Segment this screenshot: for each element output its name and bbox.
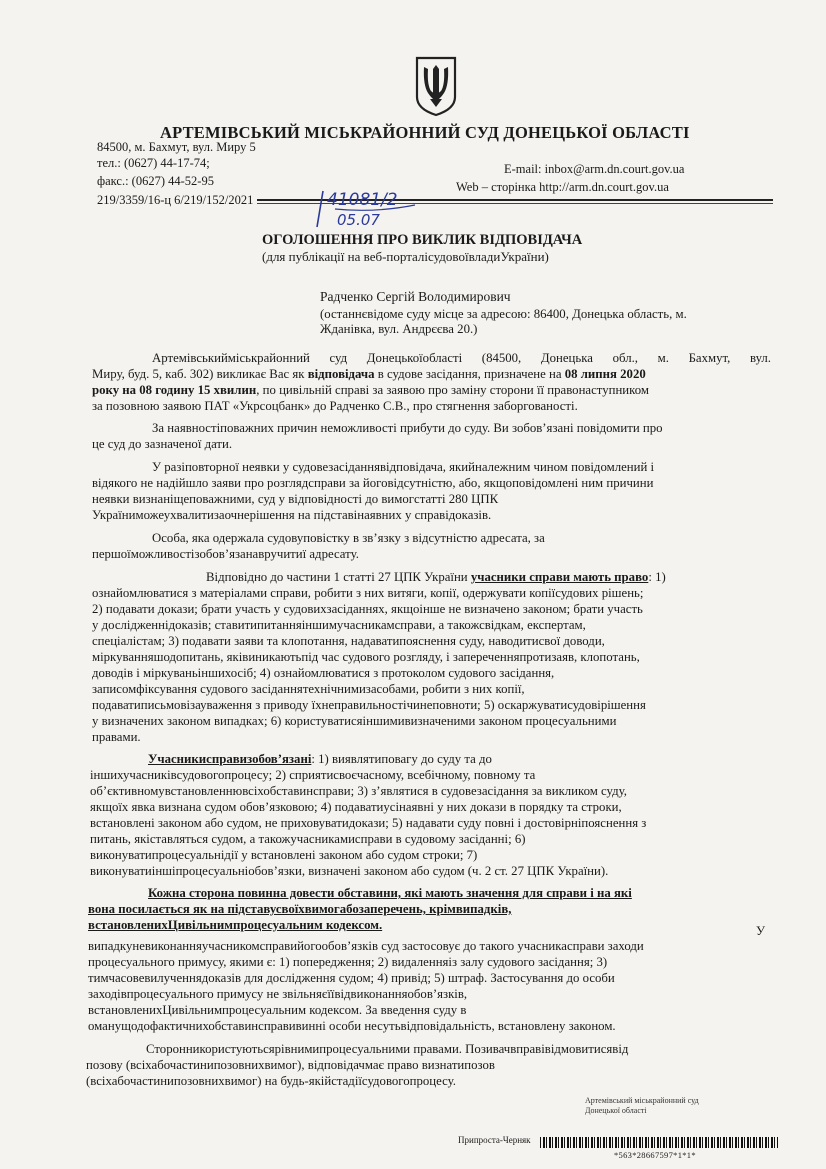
handwritten-registration-mark (315, 185, 425, 230)
p6-line-4: якщоїх явка визнана судом обов’язковою; 4) подаватиусінаявні у них докази в порядку та строки, (90, 800, 622, 814)
p1-role: відповідача (307, 367, 375, 381)
p3-line-2: відякого не надійшло заяви про розглядсправи за йоговідсутністю, або, якщоповідомлені ним причини (92, 476, 654, 490)
p7-line-1: Кожна сторона повинна довести обставини, які мають значення для справи і на які (148, 886, 632, 900)
p1-line-3 (92, 383, 649, 398)
barcode-text: *563*28667597*1*1* (614, 1150, 696, 1160)
p1-text-3: , по цивільній справі за заявою про заміну сторони її правонаступником (256, 383, 649, 397)
p7-line-2: вона посилається як на підставусвоїхвимогабозаперечень, крімвипадків, (88, 902, 512, 916)
svg-text:05.07: 05.07 (337, 211, 380, 229)
p7-line-6: тимчасовевилученнядоказів для дослідження судом; 4) привід; 5) штраф. Застосування до особи (88, 971, 615, 985)
p8-line-1: Сторонникористуютьсярівнимипроцесуальними правами. Позивачвправівідмовитисявід (146, 1042, 629, 1056)
p4-line-1: Особа, яка одержала судовуповістку в зв’язку з відсутністю адресата, за (152, 531, 545, 545)
p6-line-2: іншихучасниківсудовогопроцесу; 2) сприятисвоєчасному, всебічному, повному та (90, 768, 536, 782)
p5-text: Відповідно до частини 1 статті 27 ЦПК України (206, 570, 471, 584)
addressee-name: Радченко Сергій Володимирович (320, 289, 511, 304)
p6-line-8: виконуватиіншіпроцесуальніобов’язки, визначені законом або судом (ч. 2 ст. 27 ЦПК України). (90, 864, 609, 878)
p5-line-2: ознайомлюватися з матеріалами справи, робити з них витяги, копії, одержувати копіїсудових рішень; (92, 586, 644, 600)
court-fax: факс.: (0627) 44-52-95 (97, 174, 214, 188)
notice-title: ОГОЛОШЕННЯ ПРО ВИКЛИК ВІДПОВІДАЧА (262, 232, 583, 248)
p7-line-9: оманущодофактичнихобставинсправивинні особи несутьвідповідальність, встановлену законом. (88, 1019, 616, 1033)
reference-number: 219/3359/16-ц 6/219/152/2021 (97, 193, 257, 208)
p3-line-4: Україниможеухвалитизаочнерішення на підставінаявних у справідоказів. (92, 508, 492, 522)
p2-line-1: За наявностіповажних причин неможливості прибути до суду. Ви зобов’язані повідомити про (152, 421, 663, 435)
p5-line-5: спеціалістам; 3) подавати заяви та клопотання, надаватипояснення суду, наводитисвої доводи, (92, 634, 605, 648)
p1-date: 08 липня 2020 (564, 367, 646, 381)
addressee-address-line-2: Жданівка, вул. Андрєєва 20.) (320, 322, 478, 336)
p5-line-11: правами. (92, 730, 141, 744)
court-address: 84500, м. Бахмут, вул. Миру 5 (97, 140, 256, 154)
p8-line-3: (всіхабочастинипозовнихвимог) на будь-якійстадіїсудовогопроцесу. (86, 1074, 456, 1088)
coat-of-arms-icon (414, 55, 458, 117)
p6-line-3: об’єктивномувстановленнювсіхобставинсправи; 3) з’являтися в судовезасідання за викликом суду, (90, 784, 627, 798)
p2-line-2: це суд до зазначеної дати. (92, 437, 233, 451)
p5-text-2: : 1) (648, 570, 666, 584)
p8-line-2: позову (всіхабочастинипозовнихвимог), відповідачмає право визнатипозов (86, 1058, 495, 1072)
svg-text:41081/2: 41081/2 (327, 190, 398, 210)
p1-text: Миру, буд. 5, каб. 302) викликає Вас як (92, 367, 308, 381)
p5-line-10: у визначених законом випадках; 6) користуватисяіншимивизначеними законом процесуальними (92, 714, 617, 728)
p1-time: року на 08 годину 15 хвилин (92, 383, 257, 397)
p5-line-9: подаватиписьмовізауваження з приводу їхнеправильностічинеповноти; 5) оскаржуватисудовірішення (92, 698, 646, 712)
p1-line-4: за позовною заявою ПАТ «Укрсоцбанк» до Радченко С.В., про стягнення заборгованості. (92, 399, 578, 413)
signature-label: Припроста-Черняк (458, 1135, 531, 1145)
p3-line-1: У разіповторної неявки у судовезасіданнявідповідача, якийналежним чином повідомлений і (152, 460, 655, 474)
p5-line-1 (206, 570, 666, 585)
p1-line-1: Артемівськийміськрайонний суд Донецькоїобласті (84500, Донецька обл., м. Бахмут, вул. (152, 351, 771, 365)
court-email: E-mail: inbox@arm.dn.court.gov.ua (504, 162, 685, 176)
p6-line-7: виконуватипроцесуальнідії у встановлені законом або судом строки; 7) (90, 848, 478, 862)
p1-text-2: в судове засідання, призначене на (374, 367, 565, 381)
p3-line-3: неявки визнаніщеповажними, суд у відповідності до вимогстатті 280 ЦПК (92, 492, 499, 506)
p5-rights-heading: учасники справи мають право (470, 570, 649, 584)
court-web: Web – сторінка http://arm.dn.court.gov.ua (456, 180, 669, 194)
p7-line-8: встановленихЦивільнимпроцесуальним кодексом. За введення суду в (88, 1003, 467, 1017)
p6-line-5: встановлені законом або судом, не приховуватидокази; 5) надавати суду повні і достовірніпояснення з (90, 816, 647, 830)
p5-line-3: 2) подавати докази; брати участь у судовихзасіданнях, якщоінше не визначено законом; брати участь (92, 602, 643, 616)
p7-line-4: випадкуневиконанняучасникомсправийогообов’язків суд застосовує до такого учасникасправи заходи (88, 939, 644, 953)
addressee-address-line-1: (останнєвідоме суду місце за адресою: 86400, Донецька область, м. (320, 307, 687, 321)
court-stamp: Артемівський міськрайонний суд Донецької області (585, 1096, 699, 1115)
p7-line-5: процесуального примусу, якими є: 1) попередження; 2) видаленняіз залу судового засідання; 3) (88, 955, 608, 969)
p5-line-6: міркуванняшодопитань, яківиникаютьпід час судового розгляду, і запереченняпротизаяв, клопотань, (92, 650, 640, 664)
p6-duties-heading: Учасникисправизобов’язані (148, 752, 312, 766)
notice-subtitle: (для публікації на веб-порталісудовоївладиУкраїни) (262, 249, 549, 264)
p7-line-3-end: У (756, 924, 766, 938)
p5-line-4: у дослідженнідоказів; ставитипитанняіншимучасникамсправи, а такожсвідкам, експертам, (92, 618, 586, 632)
p7-line-3: встановленихЦивільнимпроцесуальним кодексом. (88, 918, 383, 932)
p4-line-2: першоїможливостізобов’язанавручитиї адресату. (92, 547, 359, 561)
p6-text: : 1) виявлятиповагу до суду та до (311, 752, 492, 766)
p7-line-7: заходівпроцесуального примусу не звільняєїївідвиконанняобов’язків, (88, 987, 468, 1001)
p1-line-2 (92, 367, 646, 382)
court-phone: тел.: (0627) 44-17-74; (97, 156, 210, 170)
p6-line-6: питань, якіставляться судом, а такожучасникамисправи в судовому засіданні; 6) (90, 832, 526, 846)
p6-line-1 (148, 752, 492, 767)
barcode (540, 1137, 778, 1148)
p5-line-8: записомфіксування судового засіданнятехнічнимизасобами, робити з них копії, (92, 682, 525, 696)
p5-line-7: доводів і міркуваньіншихосіб; 4) ознайомлюватися з протоколом судового засідання, (92, 666, 555, 680)
court-name: АРТЕМІВСЬКИЙ МІСЬКРАЙОННИЙ СУД ДОНЕЦЬКОЇ ОБЛАСТІ (160, 123, 690, 142)
